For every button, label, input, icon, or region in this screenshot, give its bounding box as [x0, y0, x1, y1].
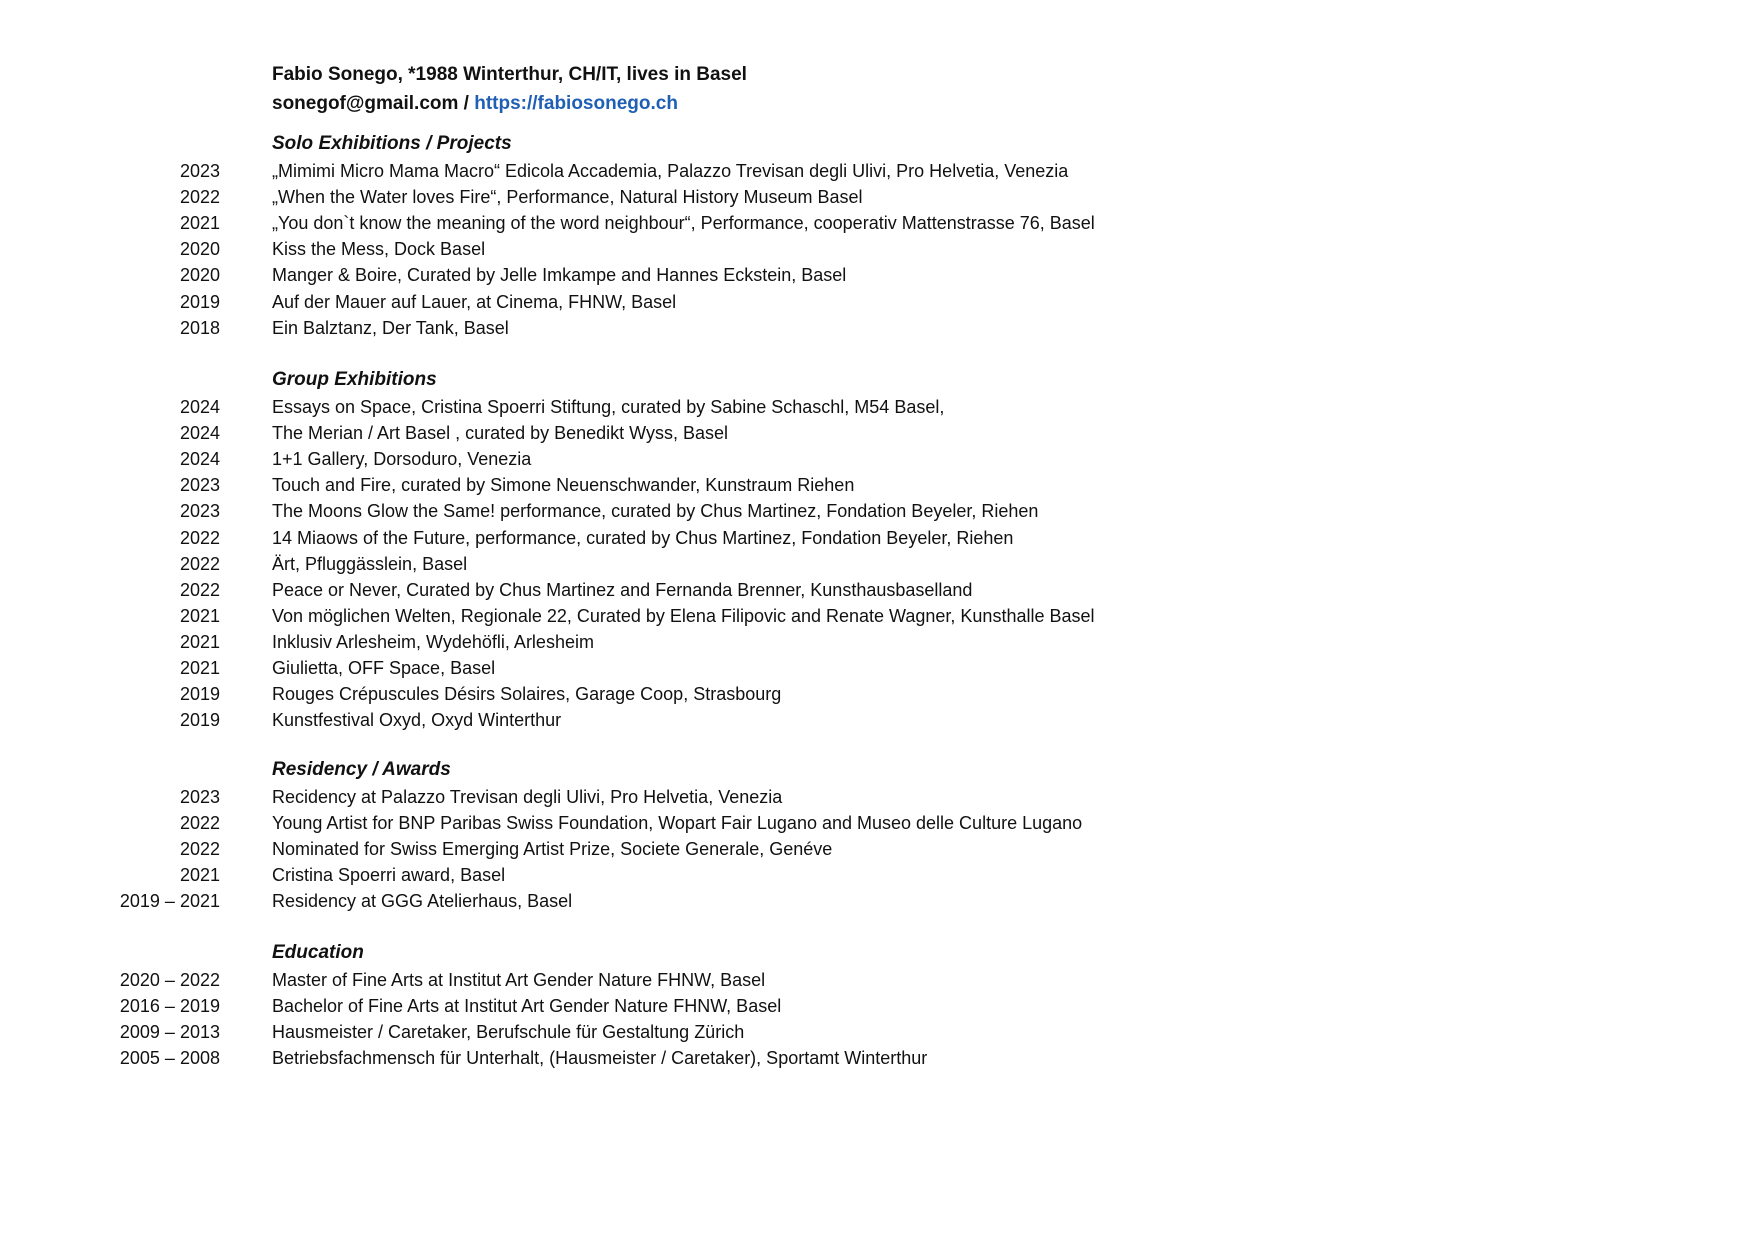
cv-entry-row	[0, 261, 1754, 290]
entry-year: 2023	[179, 475, 220, 496]
cv-entry-row	[0, 602, 1754, 631]
cv-entry-row	[0, 1044, 1754, 1073]
cv-entry-row	[0, 576, 1754, 605]
artist-name-line: Fabio Sonego, *1988 Winterthur, CH/IT, lives in Basel	[272, 64, 747, 85]
entry-year: 2022	[179, 527, 220, 548]
cv-entry-row	[0, 419, 1754, 448]
cv-entry-row	[0, 992, 1754, 1021]
cv-entry-row	[0, 524, 1754, 553]
entry-year: 2021	[179, 658, 220, 678]
section-title: Education	[272, 942, 364, 963]
cv-entry-row	[0, 445, 1754, 474]
entry-description: The Moons Glow the Same! performance, curated by Chus Martinez, Fondation Beyeler, Riehen	[272, 501, 1039, 522]
cv-entry-row	[0, 157, 1754, 186]
cv-entry-row	[0, 680, 1754, 709]
cv-entry-row	[0, 393, 1754, 422]
entry-year: 2022	[179, 579, 220, 600]
cv-entry-row	[0, 1018, 1754, 1047]
cv-entry-row	[0, 887, 1754, 916]
cv-header	[272, 60, 747, 118]
cv-entry-row	[0, 497, 1754, 526]
cv-entry-row	[0, 235, 1754, 264]
entry-year: 2020	[179, 265, 220, 286]
entry-description: Von möglichen Welten, Regionale 22, Curated by Elena Filipovic and Renate Wagner, Kunsthalle Basel	[272, 605, 1095, 626]
cv-entry-row	[0, 861, 1754, 890]
entry-year: 2019 – 2021	[119, 891, 220, 912]
entry-year: 2018	[179, 317, 220, 338]
entry-year: 2005 – 2008	[119, 1048, 220, 1069]
entry-year: 2022	[179, 187, 220, 208]
entry-description: Cristina Spoerri award, Basel	[272, 865, 506, 886]
cv-entry-row	[0, 654, 1754, 683]
cv-entry-row	[0, 183, 1754, 212]
entry-description: Ein Balztanz, Der Tank, Basel	[272, 317, 509, 338]
contact-separator: /	[458, 93, 475, 114]
entry-year: 2019	[179, 684, 220, 705]
entry-year: 2024	[179, 397, 220, 417]
entry-description: Giulietta, OFF Space, Basel	[272, 658, 496, 678]
website-link[interactable]: https://fabiosonego.ch	[474, 93, 678, 114]
email-text: sonegof@gmail.com	[272, 93, 459, 114]
entry-description: Young Artist for BNP Paribas Swiss Foundation, Wopart Fair Lugano and Museo delle Culture Lugano	[272, 813, 1083, 834]
cv-entry-row	[0, 314, 1754, 343]
entry-description: Ärt, Pfluggässlein, Basel	[272, 553, 468, 574]
entry-description: Rouges Crépuscules Désirs Solaires, Garage Coop, Strasbourg	[272, 684, 782, 705]
entry-description: Master of Fine Arts at Institut Art Gender Nature FHNW, Basel	[272, 970, 766, 990]
entry-year: 2021	[179, 605, 220, 626]
entry-year: 2023	[179, 501, 220, 522]
entry-description: 14 Miaows of the Future, performance, curated by Chus Martinez, Fondation Beyeler, Riehen	[272, 527, 1014, 548]
entry-year: 2024	[179, 449, 220, 470]
entry-description: The Merian / Art Basel , curated by Benedikt Wyss, Basel	[272, 423, 729, 444]
cv-entry-row	[0, 809, 1754, 838]
entry-description: Peace or Never, Curated by Chus Martinez and Fernanda Brenner, Kunsthausbaselland	[272, 579, 973, 600]
contact-line	[272, 89, 747, 118]
entry-year: 2020	[179, 239, 220, 260]
entry-year: 2022	[179, 553, 220, 574]
entry-description: Kiss the Mess, Dock Basel	[272, 239, 486, 260]
cv-entry-row	[0, 835, 1754, 864]
entry-description: 1+1 Gallery, Dorsoduro, Venezia	[272, 449, 532, 470]
entry-description: Inklusiv Arlesheim, Wydehöfli, Arlesheim	[272, 631, 594, 652]
section-title: Residency / Awards	[272, 759, 451, 780]
section-title: Solo Exhibitions / Projects	[272, 133, 512, 154]
entry-year: 2021	[179, 631, 220, 652]
cv-entry-row	[0, 628, 1754, 657]
entry-description: Kunstfestival Oxyd, Oxyd Winterthur	[272, 710, 562, 731]
entry-description: Manger & Boire, Curated by Jelle Imkampe and Hannes Eckstein, Basel	[272, 265, 847, 286]
entry-description: „You don`t know the meaning of the word neighbour“, Performance, cooperativ Mattenstrasse 76, Basel	[272, 213, 1095, 234]
entry-year: 2022	[179, 813, 220, 834]
cv-entry-row	[0, 706, 1754, 735]
entry-year: 2023	[179, 787, 220, 807]
entry-year: 2016 – 2019	[119, 996, 220, 1017]
entry-description: „When the Water loves Fire“, Performance, Natural History Museum Basel	[272, 187, 863, 208]
cv-entry-row	[0, 288, 1754, 317]
entry-year: 2022	[179, 839, 220, 860]
entry-year: 2020 – 2022	[119, 970, 220, 990]
entry-year: 2019	[179, 710, 220, 731]
entry-year: 2023	[179, 161, 220, 181]
cv-entry-row	[0, 966, 1754, 995]
entry-year: 2021	[179, 865, 220, 886]
entry-description: Betriebsfachmensch für Unterhalt, (Hausmeister / Caretaker), Sportamt Winterthur	[272, 1048, 928, 1069]
entry-description: Recidency at Palazzo Trevisan degli Ulivi, Pro Helvetia, Venezia	[272, 787, 783, 807]
entry-description: „Mimimi Micro Mama Macro“ Edicola Accademia, Palazzo Trevisan degli Ulivi, Pro Helvetia, Venezia	[272, 161, 1069, 181]
entry-description: Bachelor of Fine Arts at Institut Art Gender Nature FHNW, Basel	[272, 996, 782, 1017]
entry-description: Touch and Fire, curated by Simone Neuenschwander, Kunstraum Riehen	[272, 475, 855, 496]
cv-entry-row	[0, 783, 1754, 812]
section-title: Group Exhibitions	[272, 369, 437, 390]
entry-year: 2019	[179, 291, 220, 312]
entry-year: 2009 – 2013	[119, 1022, 220, 1043]
entry-description: Residency at GGG Atelierhaus, Basel	[272, 891, 573, 912]
entry-description: Hausmeister / Caretaker, Berufschule für Gestaltung Zürich	[272, 1022, 745, 1043]
entry-description: Nominated for Swiss Emerging Artist Prize, Societe Generale, Genéve	[272, 839, 833, 860]
entry-description: Essays on Space, Cristina Spoerri Stiftung, curated by Sabine Schaschl, M54 Basel,	[272, 397, 945, 417]
cv-entry-row	[0, 209, 1754, 238]
entry-description: Auf der Mauer auf Lauer, at Cinema, FHNW, Basel	[272, 291, 677, 312]
cv-entry-row	[0, 471, 1754, 500]
cv-entry-row	[0, 550, 1754, 579]
entry-year: 2021	[179, 213, 220, 234]
entry-year: 2024	[179, 423, 220, 444]
